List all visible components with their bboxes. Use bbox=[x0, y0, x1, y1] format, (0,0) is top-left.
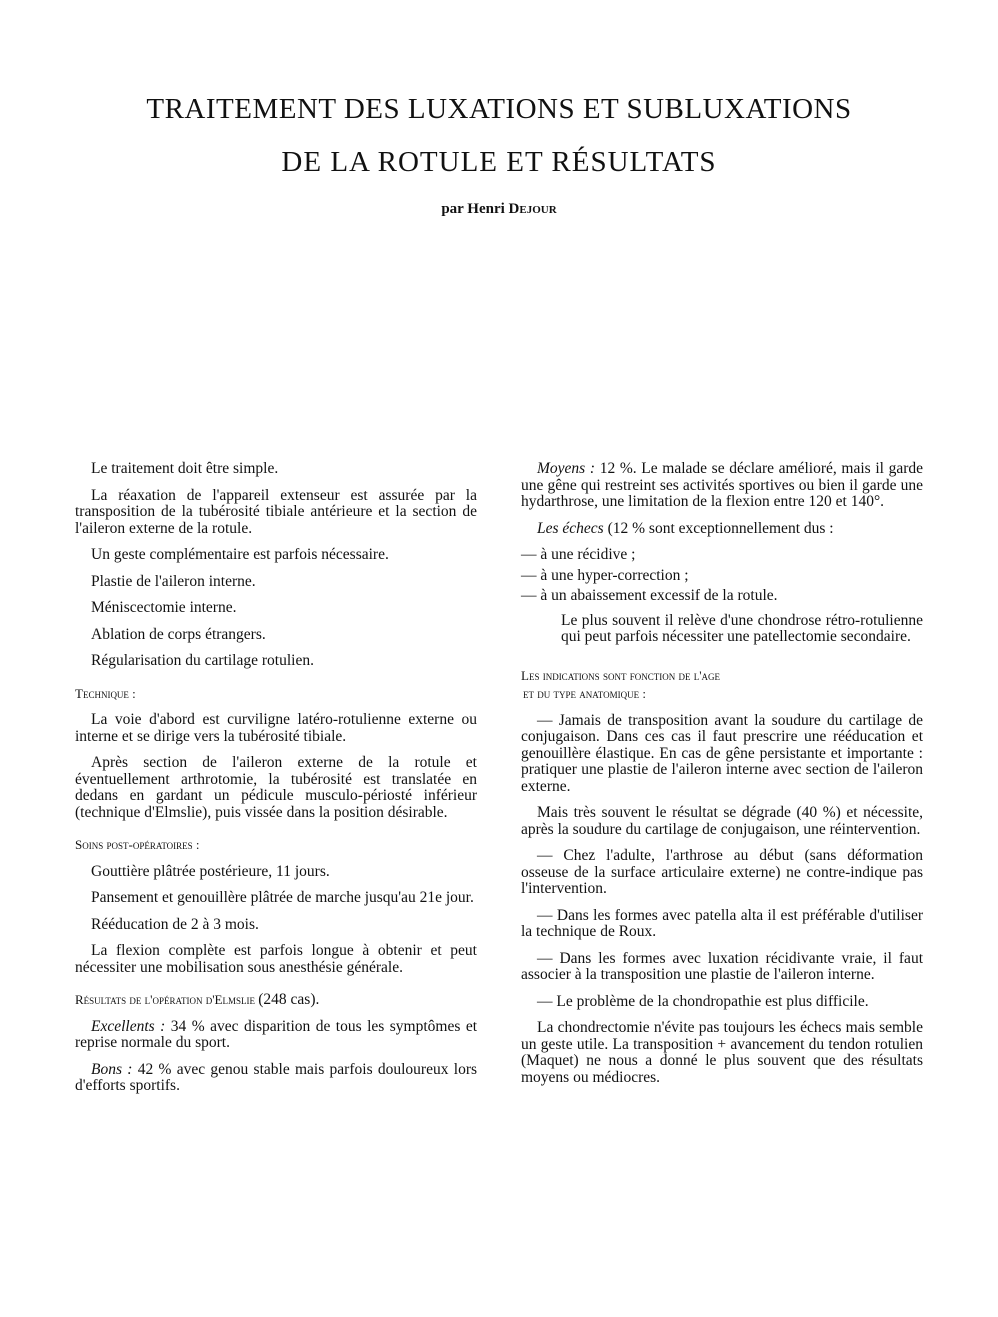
paragraph: Un geste complémentaire est parfois nécessaire. bbox=[91, 546, 389, 563]
section-heading-resultats bbox=[75, 992, 477, 1009]
paragraph: Pansement et genouillère plâtrée de marche jusqu'au 21e jour. bbox=[91, 889, 474, 906]
list-item: — à un abaissement excessif de la rotule. bbox=[521, 587, 778, 604]
paragraph: Le plus souvent il relève d'une chondrose rétro-rotulienne qui peut parfois nécessiter une patellectomie secondaire. bbox=[561, 611, 923, 645]
result-bons bbox=[75, 1062, 477, 1095]
paragraph: Rééducation de 2 à 3 mois. bbox=[91, 915, 259, 933]
text-moyens: 12 %. Le malade se déclare amélioré, mais il garde une gêne qui restreint ses activités sportives ou bien il garde une hydarthrose, une limitation de la flexion entre 120 et 140°. bbox=[521, 460, 924, 510]
paragraph: — Le problème de la chondropathie est plus difficile. bbox=[537, 992, 869, 1010]
paragraph: Ablation de corps étrangers. bbox=[91, 625, 266, 643]
label-echecs: Les échecs bbox=[537, 519, 604, 537]
label-bons: Bons : bbox=[91, 1060, 133, 1078]
paragraph: La réaxation de l'appareil extenseur est assurée par la transposition de la tubérosité tibiale antérieure et la section de l'aileron externe de la rotule. bbox=[75, 486, 477, 537]
paragraph: Méniscectomie interne. bbox=[91, 599, 237, 616]
byline bbox=[0, 201, 998, 218]
text-excellents: 34 % avec disparition de tous les symptômes et reprise normale du sport. bbox=[75, 1017, 478, 1051]
list-item: — à une hyper-correction ; bbox=[521, 566, 689, 584]
right-column bbox=[521, 461, 923, 1096]
result-echecs bbox=[521, 521, 923, 538]
paragraph: — Dans les formes avec luxation récidivante vraie, il faut associer à la transposition une plastie de l'aileron interne. bbox=[521, 949, 923, 983]
left-column bbox=[75, 461, 477, 1105]
section-heading-soins: Soins post-opératoires : bbox=[75, 837, 200, 852]
paragraph: Régularisation du cartilage rotulien. bbox=[91, 652, 314, 669]
paragraph: Gouttière plâtrée postérieure, 11 jours. bbox=[91, 862, 330, 880]
paragraph: La chondrectomie n'évite pas toujours les échecs mais semble un geste utile. La transposition + avancement du tendon rotulien (Maquet) ne nous a donné le plus souvent que des résultats moyens ou médiocres. bbox=[521, 1019, 923, 1086]
resultats-count: (248 cas). bbox=[258, 991, 320, 1008]
result-excellents bbox=[75, 1019, 477, 1052]
paragraph: — Jamais de transposition avant la soudure du cartilage de conjugaison. Dans ces cas il faut prescrire une rééducation et genouillère élastique. En cas de gêne persistante et importante : pratiquer une plastie de l'aileron interne avec section de l'aileron externe. bbox=[521, 711, 923, 795]
section-heading-indications-2: et du type anatomique : bbox=[523, 686, 646, 701]
paragraph: Le traitement doit être simple. bbox=[91, 460, 279, 477]
paragraph: Après section de l'aileron externe de la rotule et éventuellement arthrotomie, la tubérosité est translatée en dedans en gardant un pédicule musculo-périosté inférieur (technique d'Elmslie), puis vissée dans la position désirable. bbox=[75, 754, 477, 821]
text-bons: 42 % avec genou stable mais parfois douloureux lors d'efforts sportifs. bbox=[75, 1060, 478, 1094]
paragraph: La flexion complète est parfois longue à obtenir et peut nécessiter une mobilisation sous anesthésie générale. bbox=[75, 942, 477, 976]
title-line-2: DE LA ROTULE ET RÉSULTATS bbox=[281, 146, 717, 178]
section-heading-technique: Technique : bbox=[75, 685, 136, 701]
label-excellents: Excellents : bbox=[91, 1017, 166, 1035]
paragraph: — Chez l'adulte, l'arthrose au début (sans déformation osseuse de la surface articulaire externe) ne contre-indique pas l'intervention. bbox=[521, 847, 923, 897]
section-heading-indications: Les indications sont fonction de l'age bbox=[521, 667, 721, 683]
resultats-heading-text: Résultats de l'opération d'Elmslie bbox=[75, 992, 255, 1007]
text-echecs: (12 % sont exceptionnellement dus : bbox=[607, 519, 834, 537]
byline-prefix: par Henri bbox=[441, 201, 505, 217]
list-item: — à une récidive ; bbox=[521, 546, 636, 563]
result-moyens bbox=[521, 461, 923, 511]
paragraph: La voie d'abord est curviligne latéro-rotulienne externe ou interne et se dirige vers la tubérosité tibiale. bbox=[75, 711, 477, 745]
title-line-1: TRAITEMENT DES LUXATIONS ET SUBLUXATIONS bbox=[146, 93, 852, 125]
paragraph: — Dans les formes avec patella alta il est préférable d'utiliser la technique de Roux. bbox=[521, 906, 923, 940]
paragraph: Mais très souvent le résultat se dégrade (40 %) et nécessite, après la soudure du cartilage de conjugaison, une réintervention. bbox=[521, 804, 923, 838]
byline-author: Dejour bbox=[508, 201, 557, 217]
label-moyens: Moyens : bbox=[537, 460, 596, 477]
paragraph: Plastie de l'aileron interne. bbox=[91, 572, 256, 590]
